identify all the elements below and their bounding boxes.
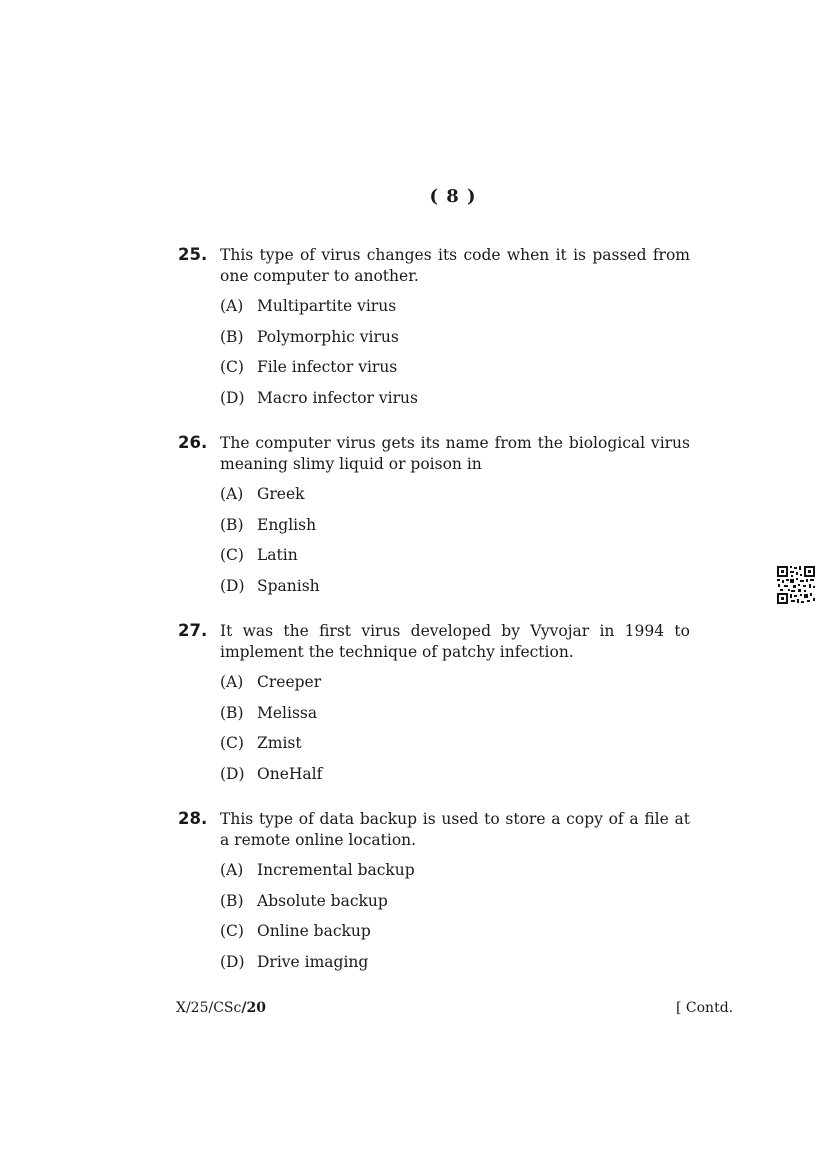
option-text: Latin	[257, 546, 298, 564]
qr-code-icon	[776, 565, 816, 605]
option-b[interactable]	[220, 704, 317, 722]
option-key: (D)	[220, 577, 245, 595]
option-d[interactable]	[220, 953, 368, 971]
question-25	[178, 245, 690, 407]
option-key: (D)	[220, 389, 245, 407]
option-a[interactable]	[220, 673, 321, 691]
option-key: (A)	[220, 297, 244, 315]
option-a[interactable]	[220, 297, 396, 315]
option-key: (A)	[220, 673, 244, 691]
option-b[interactable]	[220, 328, 399, 346]
option-text: Drive imaging	[257, 953, 369, 971]
option-text: Melissa	[257, 704, 318, 722]
option-key: (A)	[220, 485, 244, 503]
option-c[interactable]	[220, 546, 298, 564]
option-a[interactable]	[220, 861, 415, 879]
option-b[interactable]	[220, 516, 316, 534]
question-27	[178, 621, 690, 783]
option-key: (D)	[220, 765, 245, 783]
question-number: 27.	[178, 621, 208, 640]
question-text: This type of data backup is used to store a copy of a file at a remote online location.	[220, 810, 690, 849]
option-key: (B)	[220, 704, 244, 722]
paper-code	[176, 1000, 266, 1016]
question-number: 25.	[178, 245, 208, 264]
option-text: OneHalf	[257, 765, 323, 783]
option-key: (B)	[220, 328, 244, 346]
option-d[interactable]	[220, 765, 322, 783]
option-text: Polymorphic virus	[257, 328, 399, 346]
option-a[interactable]	[220, 485, 305, 503]
option-c[interactable]	[220, 734, 302, 752]
option-key: (B)	[220, 892, 244, 910]
option-key: (C)	[220, 358, 244, 376]
paper-code-suffix: /20	[241, 1000, 266, 1016]
question-text: It was the first virus developed by Vyvojar in 1994 to implement the technique of patchy infection.	[220, 622, 690, 661]
question-text: The computer virus gets its name from the biological virus meaning slimy liquid or poison in	[220, 434, 690, 473]
option-text: Creeper	[257, 673, 322, 691]
option-key: (A)	[220, 861, 244, 879]
option-text: Online backup	[257, 922, 371, 940]
option-c[interactable]	[220, 922, 371, 940]
option-key: (C)	[220, 734, 244, 752]
option-text: Multipartite virus	[257, 297, 397, 315]
paper-code-prefix: X/25/CSc	[176, 1000, 242, 1016]
question-number: 28.	[178, 809, 208, 828]
question-28	[178, 809, 690, 971]
option-d[interactable]	[220, 389, 418, 407]
option-text: File infector virus	[257, 358, 398, 376]
option-key: (B)	[220, 516, 244, 534]
page-number: ( 8 )	[429, 186, 477, 207]
option-b[interactable]	[220, 892, 388, 910]
option-key: (C)	[220, 922, 244, 940]
option-key: (C)	[220, 546, 244, 564]
option-text: Spanish	[257, 577, 320, 595]
option-text: Absolute backup	[257, 892, 388, 910]
option-text: English	[257, 516, 317, 534]
option-key: (D)	[220, 953, 245, 971]
continued-label: [ Contd.	[676, 1000, 734, 1016]
option-text: Macro infector virus	[257, 389, 418, 407]
option-text: Greek	[257, 485, 305, 503]
option-text: Zmist	[257, 734, 302, 752]
option-d[interactable]	[220, 577, 320, 595]
option-c[interactable]	[220, 358, 397, 376]
question-26	[178, 433, 690, 595]
question-text: This type of virus changes its code when it is passed from one computer to another.	[220, 246, 690, 285]
option-text: Incremental backup	[257, 861, 415, 879]
question-number: 26.	[178, 433, 208, 452]
